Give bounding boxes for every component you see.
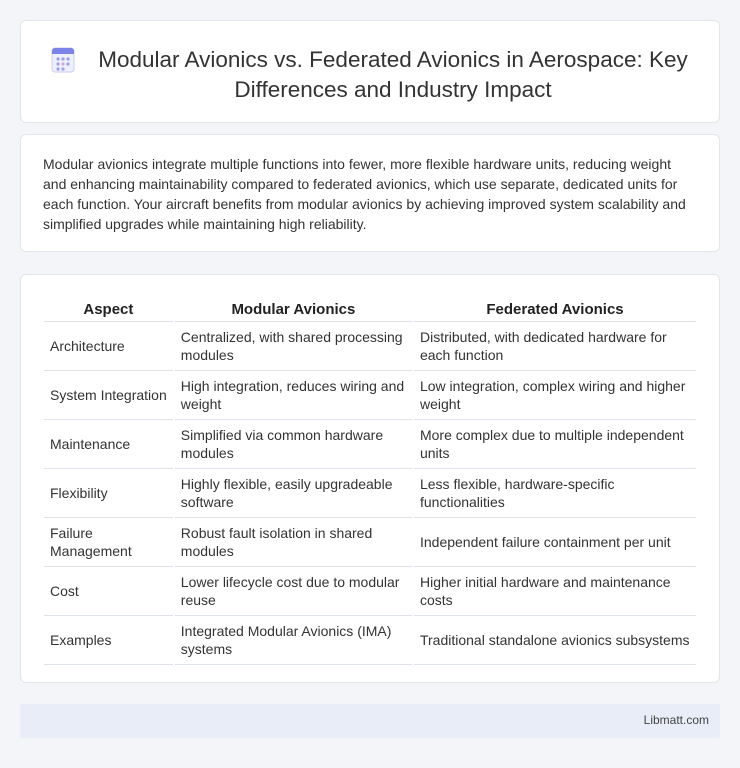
table-row (44, 371, 696, 420)
footer-bar (20, 704, 720, 738)
modular-cell: Highly flexible, easily upgradeable software (175, 469, 412, 518)
federated-cell: Less flexible, hardware-specific functionalities (414, 469, 696, 518)
modular-cell: Lower lifecycle cost due to modular reuse (175, 567, 412, 616)
table-row (44, 518, 696, 567)
table-row (44, 567, 696, 616)
federated-cell: Independent failure containment per unit (414, 518, 696, 567)
summary-card (20, 134, 720, 252)
federated-cell: Higher initial hardware and maintenance costs (414, 567, 696, 616)
aspect-cell: Cost (44, 567, 173, 616)
title-card (20, 20, 720, 123)
table-row (44, 616, 696, 665)
modular-cell: Robust fault isolation in shared modules (175, 518, 412, 567)
header-aspect: Aspect (44, 295, 173, 322)
modular-cell: Integrated Modular Avionics (IMA) systems (175, 616, 412, 665)
aspect-cell: System Integration (44, 371, 173, 420)
footer-site-link[interactable]: Libmatt.com (643, 713, 709, 727)
aspect-cell: Failure Management (44, 518, 173, 567)
federated-cell: More complex due to multiple independent units (414, 420, 696, 469)
aspect-cell: Maintenance (44, 420, 173, 469)
table-header-row (44, 295, 696, 322)
table-row (44, 469, 696, 518)
aspect-cell: Flexibility (44, 469, 173, 518)
federated-cell: Low integration, complex wiring and higher weight (414, 371, 696, 420)
page-title: Modular Avionics vs. Federated Avionics in Aerospace: Key Differences and Industry Impact (98, 47, 688, 102)
modular-cell: Centralized, with shared processing modules (175, 322, 412, 371)
modular-cell: Simplified via common hardware modules (175, 420, 412, 469)
document-icon (51, 47, 75, 73)
header-modular: Modular Avionics (175, 295, 412, 322)
federated-cell: Traditional standalone avionics subsystems (414, 616, 696, 665)
aspect-cell: Architecture (44, 322, 173, 371)
header-federated: Federated Avionics (414, 295, 696, 322)
title-row (21, 21, 719, 105)
aspect-cell: Examples (44, 616, 173, 665)
federated-cell: Distributed, with dedicated hardware for each function (414, 322, 696, 371)
table-row (44, 322, 696, 371)
comparison-card (20, 274, 720, 683)
table-row (44, 420, 696, 469)
modular-cell: High integration, reduces wiring and weight (175, 371, 412, 420)
summary-paragraph: Modular avionics integrate multiple functions into fewer, more flexible hardware units, reducing weight and enhancing maintainability compared to federated avionics, which use separate, dedicated units for each function. Your aircraft benefits from modular avionics by achieving improved system scalability and simplified upgrades while maintaining high reliability. (43, 156, 686, 232)
comparison-table (42, 295, 698, 665)
